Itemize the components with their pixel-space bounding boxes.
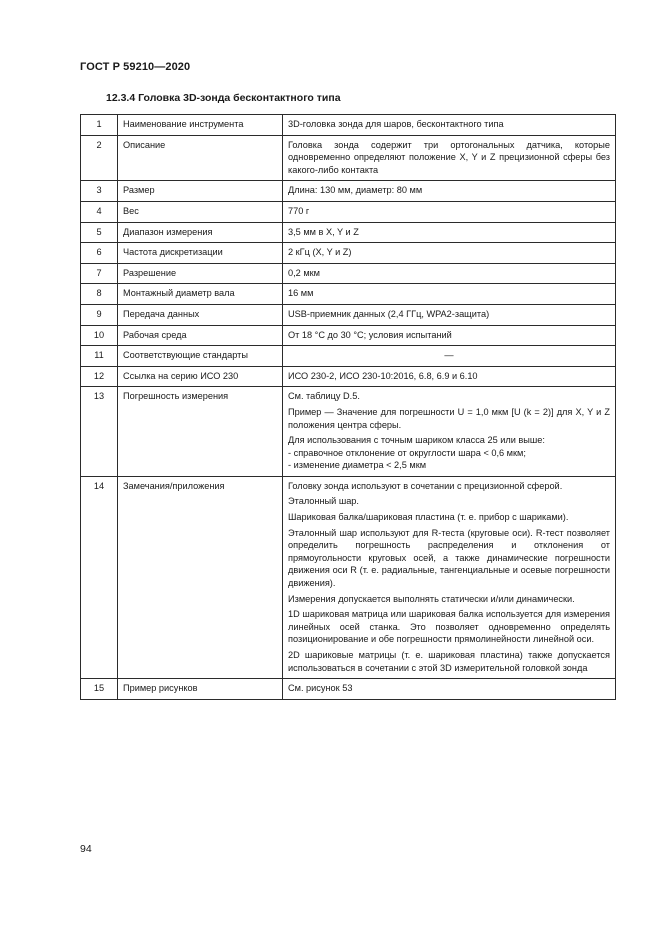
row-number: 3 [81, 181, 118, 202]
row-number: 11 [81, 346, 118, 367]
value-paragraph: ИСО 230-2, ИСО 230-10:2016, 6.8, 6.9 и 6.10 [288, 370, 478, 381]
parameter-name: Замечания/приложения [118, 476, 283, 678]
parameter-name: Наименование инструмента [118, 115, 283, 136]
row-number: 12 [81, 366, 118, 387]
row-number: 1 [81, 115, 118, 136]
parameter-name: Передача данных [118, 304, 283, 325]
parameter-value [283, 284, 616, 305]
table-row [81, 263, 616, 284]
section-title: 12.3.4 Головка 3D-зонда бесконтактного типа [106, 92, 341, 104]
value-paragraph: 3,5 мм в X, Y и Z [288, 226, 359, 237]
value-paragraph: Для использования с точным шариком класса 25 или выше: [288, 435, 545, 446]
table-row [81, 476, 616, 678]
parameter-value [283, 679, 616, 700]
parameter-name: Рабочая среда [118, 325, 283, 346]
table-row [81, 346, 616, 367]
parameter-value [283, 181, 616, 202]
value-paragraph: От 18 °С до 30 °С; условия испытаний [288, 329, 452, 340]
parameter-name: Соответствующие стандарты [118, 346, 283, 367]
parameter-value [283, 325, 616, 346]
row-number: 2 [81, 135, 118, 181]
parameter-name: Монтажный диаметр вала [118, 284, 283, 305]
value-paragraph: 770 г [288, 205, 310, 216]
document-standard-header: ГОСТ Р 59210—2020 [80, 61, 191, 73]
value-paragraph: Длина: 130 мм, диаметр: 80 мм [288, 185, 423, 196]
parameter-name: Вес [118, 201, 283, 222]
parameter-value [283, 263, 616, 284]
table-row [81, 181, 616, 202]
row-number: 9 [81, 304, 118, 325]
parameter-name: Ссылка на серию ИСО 230 [118, 366, 283, 387]
value-paragraph: 2D шариковые матрицы (т. е. шариковая пластина) также допускается использоваться в сочетании с этой 3D измерительной головкой зонда [288, 650, 610, 673]
parameter-name: Размер [118, 181, 283, 202]
value-paragraph: 3D-головка зонда для шаров, бесконтактного типа [288, 119, 504, 129]
value-paragraph: Головка зонда содержит три ортогональных датчика, которые одновременно определяют положение X, Y и Z прецизионной сферы без какого-либо контакта [288, 139, 610, 175]
value-paragraph: 0,2 мкм [288, 267, 320, 278]
parameter-value [283, 304, 616, 325]
parameter-value [283, 201, 616, 222]
row-number: 7 [81, 263, 118, 284]
row-number: 4 [81, 201, 118, 222]
parameter-name: Погрешность измерения [118, 387, 283, 477]
parameter-value [283, 387, 616, 477]
page-number: 94 [80, 843, 92, 855]
parameter-value [283, 135, 616, 181]
value-paragraph: 1D шариковая матрица или шариковая балка используется для измерения линейных осей станка. Это позволяет одновременно определять позиционирование и обе погрешности прямолинейности линейной оси. [288, 609, 610, 645]
parameter-value [283, 222, 616, 243]
value-paragraph: Пример — Значение для погрешности U = 1,0 мкм [U (k = 2)] для X, Y и Z положения центра сферы. [288, 406, 610, 430]
value-paragraph: Эталонный шар используют для R-теста (круговые оси). R-тест позволяет определить погрешность распределения и отклонения от прямоугольности круговых осей, а также динамические погрешности движения оси R (т. е. радиальные, тангенциальные и осевые погрешности движения). [288, 527, 610, 589]
row-number: 13 [81, 387, 118, 477]
row-number: 5 [81, 222, 118, 243]
table-row [81, 243, 616, 264]
value-paragraph: См. таблицу D.5. [288, 391, 360, 402]
parameter-value [283, 346, 616, 367]
value-paragraph: — [444, 350, 454, 361]
table-row [81, 304, 616, 325]
parameter-value [283, 243, 616, 264]
table-row [81, 201, 616, 222]
value-paragraph: Измерения допускается выполнять статически и/или динамически. [288, 593, 575, 604]
value-paragraph: Головку зонда используют в сочетании с прецизионной сферой. [288, 480, 563, 491]
table-row [81, 284, 616, 305]
parameter-name: Пример рисунков [118, 679, 283, 700]
parameter-name: Диапазон измерения [118, 222, 283, 243]
parameter-value [283, 115, 616, 136]
table-row [81, 222, 616, 243]
table-row [81, 387, 616, 477]
parameter-name: Описание [118, 135, 283, 181]
parameter-name: Разрешение [118, 263, 283, 284]
row-number: 8 [81, 284, 118, 305]
table-row [81, 679, 616, 700]
value-paragraph: USB-приемник данных (2,4 ГГц, WPA2-защита) [288, 308, 490, 319]
parameter-name: Частота дискретизации [118, 243, 283, 264]
parameter-value [283, 366, 616, 387]
table-row [81, 366, 616, 387]
value-paragraph: 2 кГц (X, Y и Z) [288, 247, 352, 258]
parameter-value [283, 476, 616, 678]
row-number: 10 [81, 325, 118, 346]
table-row [81, 325, 616, 346]
value-paragraph: См. рисунок 53 [288, 683, 353, 694]
specification-table [80, 114, 616, 700]
value-list-item: - справочное отклонение от округлости шара < 0,6 мкм; [288, 447, 526, 458]
row-number: 15 [81, 679, 118, 700]
value-paragraph: 16 мм [288, 288, 314, 299]
row-number: 6 [81, 243, 118, 264]
table-row [81, 135, 616, 181]
row-number: 14 [81, 476, 118, 678]
table-row [81, 115, 616, 136]
value-paragraph: Эталонный шар. [288, 496, 359, 507]
value-list-item: - изменение диаметра < 2,5 мкм [288, 460, 427, 471]
value-paragraph: Шариковая балка/шариковая пластина (т. е. прибор с шариками). [288, 512, 569, 523]
